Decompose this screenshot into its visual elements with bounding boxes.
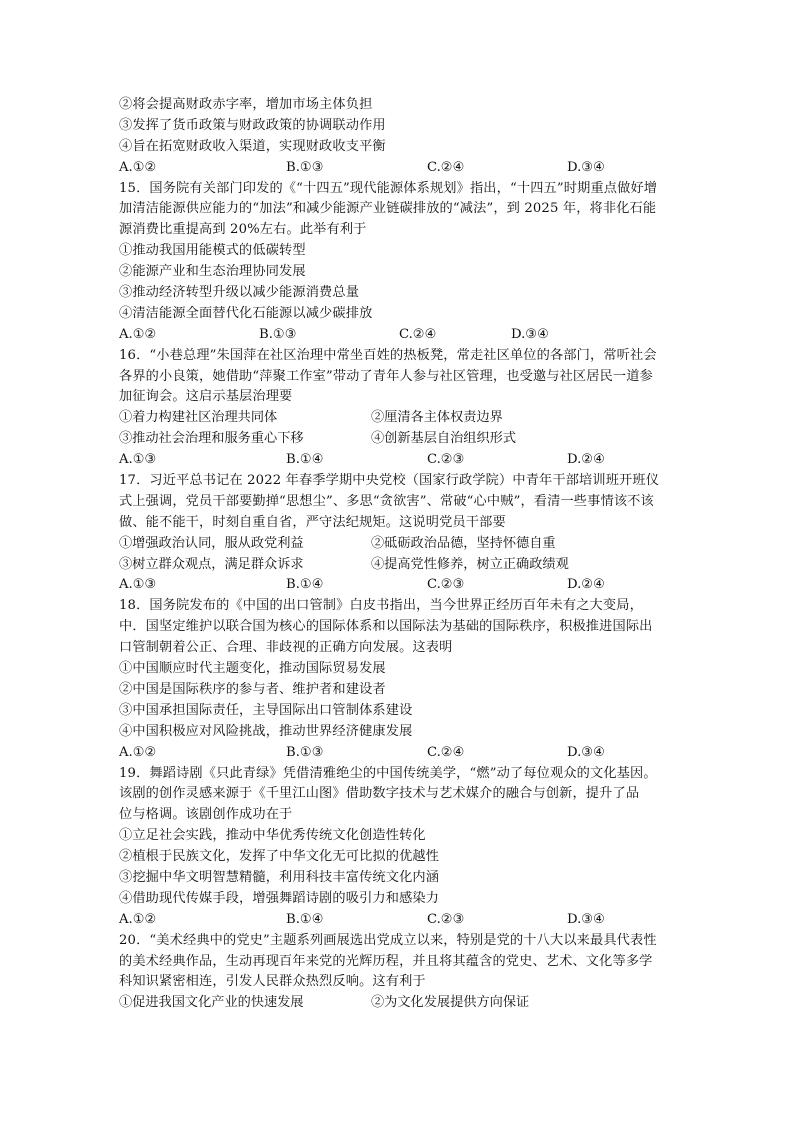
q17-statement-3: ③树立群众观点，满足群众诉求	[119, 556, 304, 572]
q18-option-b[interactable]: B.①③	[286, 744, 324, 760]
q20-stem	[119, 931, 679, 994]
q18-stem-line: 口管制朝着公正、合理、非歧视的正确方向发展。这表明	[119, 640, 453, 656]
q16-stem-line: 加征询会。这启示基层治理要	[119, 389, 293, 405]
q20-statement-1: ①促进我国文化产业的快速发展	[119, 995, 304, 1011]
q19-statement-2: ②植根于民族文化，发挥了中华文化无可比拟的优越性	[119, 849, 440, 865]
q18-option-a[interactable]: A.①②	[119, 744, 157, 760]
q15-stem-line: 15．国务院有关部门印发的《“十四五”现代能源体系规划》指出，“十四五”时期重点做好增	[119, 180, 658, 196]
q16-statement-1: ①着力构建社区治理共同体	[119, 410, 278, 426]
q15-statement-2: ②能源产业和生态治理协同发展	[119, 264, 306, 280]
q18-options	[119, 743, 679, 764]
q16-statement-4: ④创新基层自治组织形式	[371, 431, 517, 447]
q15-option-d[interactable]: D.③④	[511, 326, 549, 342]
q19-option-d[interactable]: D.③④	[567, 911, 605, 927]
q16-statement-3: ③推动社会治理和服务重心下移	[119, 431, 304, 447]
q19-statement-1: ①立足社会实践，推动中华优秀传统文化创造性转化	[119, 828, 426, 844]
q18-stem-line: 中．国坚定维护以联合国为核心的国际体系和以国际法为基础的国际秩序，积极推进国际出	[119, 619, 653, 635]
q17-option-b[interactable]: B.①④	[286, 577, 324, 593]
q15-stem-line: 加清洁能源供应能力的“加法”和减少能源产业链碳排放的“减法”，到 2025 年，将非化石能	[119, 201, 657, 217]
q20-statement-2: ②为文化发展提供方向保证	[371, 995, 530, 1011]
q15-stem	[119, 179, 679, 242]
q15-stem-line: 源消费比重提高到 20%左右。此举有利于	[119, 222, 367, 238]
q16-stem-line: 16．“小巷总理”朱国萍在社区治理中常坐百姓的热板凳，常走社区单位的各部门，常听社会	[119, 347, 657, 363]
q19-options	[119, 910, 679, 931]
q17-statement-2: ②砥砺政治品德，坚持怀德自重	[371, 535, 556, 551]
q16-statements-row-1	[119, 408, 679, 429]
q17-stem-line: 做、能不能干，时刻自重自省，严守法纪规矩。这说明党员干部要	[119, 514, 506, 530]
q17-statements-row-1	[119, 534, 679, 555]
q16-stem-line: 各界的小良策，她借助“萍聚工作室”带动了青年人参与社区管理，也受邀与社区居民一道参	[119, 368, 653, 384]
q15-option-a[interactable]: A.①②	[119, 326, 157, 342]
q16-option-b[interactable]: B.①④	[286, 452, 324, 468]
q14-statement-3: ③发挥了货币政策与财政政策的协调联动作用	[119, 117, 386, 133]
q16-option-d[interactable]: D.②④	[567, 452, 605, 468]
q19-stem-line: 该剧的创作灵感来源于《千里江山图》借助数字技术与艺术媒介的融合与创新，提升了品	[119, 786, 640, 802]
q14-options	[119, 158, 679, 179]
q19-option-c[interactable]: C.②③	[427, 911, 465, 927]
q17-stem	[119, 471, 679, 534]
q14-option-a[interactable]: A.①②	[119, 159, 157, 175]
q18-statement-3: ③中国承担国际责任，主导国际出口管制体系建设	[119, 702, 413, 718]
q14-statement-4: ④旨在拓宽财政收入渠道，实现财政收支平衡	[119, 138, 386, 154]
q18-stem-line: 18．国务院发布的《中国的出口管制》白皮书指出，当今世界正经历百年未有之大变局，	[119, 598, 643, 614]
q20-stem-line: 科知识紧密相连，引发人民群众热烈反响。这有利于	[119, 974, 426, 990]
q20-stem-line: 的美术经典作品，生动再现百年来党的光辉历程，并且将其蕴含的党史、艺术、文化等多学	[119, 953, 653, 969]
q20-statements-row-1	[119, 993, 679, 1014]
q18-statement-4: ④中国积极应对风险挑战，推动世界经济健康发展	[119, 723, 413, 739]
q16-statements-row-2	[119, 429, 679, 450]
q15-statement-4: ④清洁能源全面替代化石能源以减少碳排放	[119, 305, 373, 321]
q16-statement-2: ②厘清各主体权责边界	[371, 410, 503, 426]
q17-option-a[interactable]: A.①③	[119, 577, 157, 593]
q15-option-c[interactable]: C.②④	[399, 326, 437, 342]
q15-options	[119, 325, 679, 346]
q17-option-d[interactable]: D.②④	[567, 577, 605, 593]
q14-option-c[interactable]: C.②④	[427, 159, 465, 175]
q17-statements-row-2	[119, 555, 679, 576]
q18-option-d[interactable]: D.③④	[567, 744, 605, 760]
q19-stem-line: 19．舞蹈诗剧《只此青绿》凭借清雅绝尘的中国传统美学，“燃”动了每位观众的文化基因。	[119, 765, 657, 781]
q15-statement-1: ①推动我国用能模式的低碳转型	[119, 243, 306, 259]
q15-statement-3: ③推动经济转型升级以减少能源消费总量	[119, 285, 360, 301]
question-list	[119, 95, 679, 1014]
q18-statement-1: ①中国顺应时代主题变化，推动国际贸易发展	[119, 661, 386, 677]
q19-stem	[119, 764, 679, 827]
q16-option-c[interactable]: C.②③	[427, 452, 465, 468]
q16-option-a[interactable]: A.①③	[119, 452, 157, 468]
q14-statement-2: ②将会提高财政赤字率，增加市场主体负担	[119, 97, 373, 112]
q17-option-c[interactable]: C.②③	[427, 577, 465, 593]
q18-stem	[119, 596, 679, 659]
q20-stem-line: 20．“美术经典中的党史”主题系列画展选出党成立以来，特别是党的十八大以来最具代表性	[119, 932, 657, 948]
q14-option-b[interactable]: B.①③	[286, 159, 324, 175]
q19-statement-4: ④借助现代传媒手段，增强舞蹈诗剧的吸引力和感染力	[119, 890, 440, 906]
q17-stem-line: 式上强调，党员干部要勤掸“思想尘”、多思“贪欲害”、常破“心中贼”，看清一些事情该不该	[119, 493, 654, 509]
q19-option-b[interactable]: B.①④	[286, 911, 324, 927]
q17-statement-4: ④提高党性修养，树立正确政绩观	[371, 556, 569, 572]
q18-statement-2: ②中国是国际秩序的参与者、维护者和建设者	[119, 681, 386, 697]
q19-stem-line: 位与格调。该剧创作成功在于	[119, 807, 293, 823]
q16-options	[119, 450, 679, 471]
q15-option-b[interactable]: B.①③	[259, 326, 297, 342]
q18-option-c[interactable]: C.②④	[427, 744, 465, 760]
q19-option-a[interactable]: A.①②	[119, 911, 157, 927]
q16-stem	[119, 346, 679, 409]
q14-option-d[interactable]: D.③④	[567, 159, 605, 175]
q17-stem-line: 17．习近平总书记在 2022 年春季学期中央党校（国家行政学院）中青年干部培训班开班仪	[119, 473, 660, 489]
q19-statement-3: ③挖掘中华文明智慧精髓，利用科技丰富传统文化内涵	[119, 869, 440, 885]
q17-statement-1: ①增强政治认同，服从政党利益	[119, 535, 304, 551]
q17-options	[119, 575, 679, 596]
